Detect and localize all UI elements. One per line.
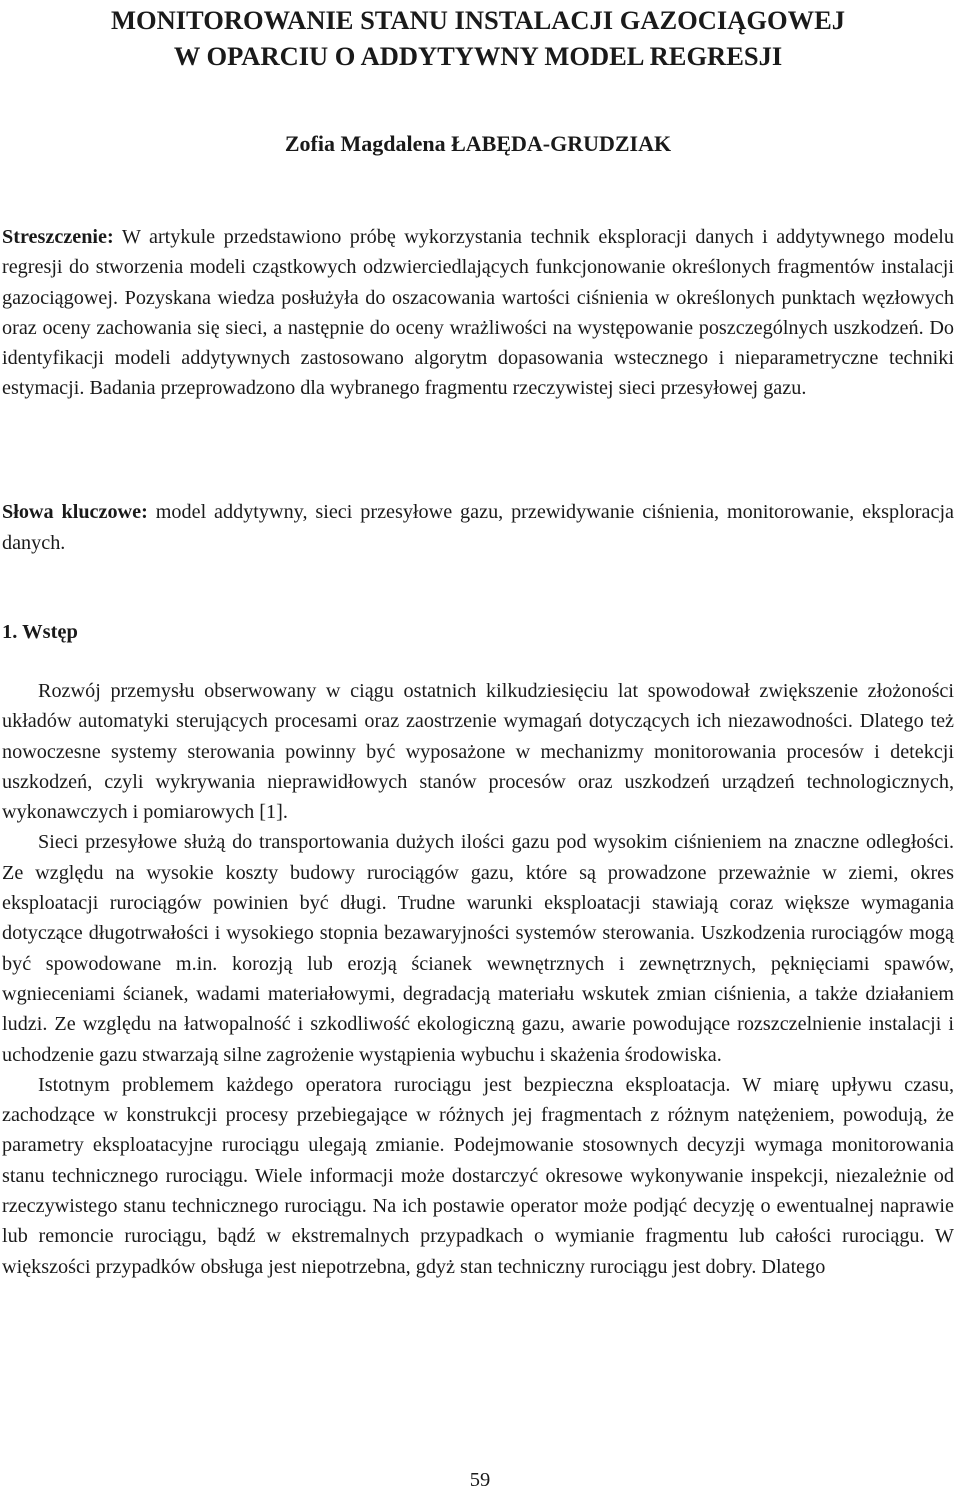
body-text: [2, 676, 954, 1282]
abstract-text: W artykule przedstawiono próbę wykorzystania technik eksploracji danych i addytywnego modelu regresji do stworzenia modeli cząstkowych odzwierciedlających funkcjonowanie określonych fragmentów instalacji gazociągowej. Pozyskana wiedza posłużyła do oszacowania wartości ciśnienia w określonych punktach węzłowych oraz oceny zachowania się sieci, a następnie do oceny wrażliwości na występowanie poszczególnych uszkodzeń. Do identyfikacji modeli addytywnych zastosowano algorytm dopasowania wstecznego i nieparametryczne techniki estymacji. Badania przeprowadzono dla wybranego fragmentu rzeczywistej sieci przesyłowej gazu.: [2, 226, 954, 400]
paper-title-line-1: MONITOROWANIE STANU INSTALACJI GAZOCIĄGOWEJ: [110, 5, 846, 35]
paragraph-3: Istotnym problemem każdego operatora rurociągu jest bezpieczna eksploatacja. W miarę upływu czasu, zachodzące w konstrukcji procesy przebiegające w różnych jej fragmentach z różnym natężeniem, powodują, że parametry eksploatacyjne rurociągu ulegają zmianie. Podejmowanie stosownych decyzji wymaga monitorowania stanu technicznego rurociągu. Wiele informacji może dostarczyć okresowe wykonywanie inspekcji, niezależnie od rzeczywistego stanu technicznego rurociągu. Na ich postawie operator może podjąć decyzję o ewentualnej naprawie lub remoncie rurociągu, bądź w ekstremalnych przypadkach o wymianie fragmentu lub całości rurociągu. W większości przypadków obsługa jest niepotrzebna, gdyż stan techniczny rurociągu jest dobry. Dlatego: [2, 1073, 954, 1278]
paragraph-1: Rozwój przemysłu obserwowany w ciągu ostatnich kilkudziesięciu lat spowodował zwiększenie złożoności układów automatyki sterujących procesami oraz zaostrzenie wymagań dotyczących ich niezawodności. Dlatego też nowoczesne systemy sterowania powinny być wyposażone w mechanizmy monitorowania procesów i detekcji uszkodzeń, czyli wykrywania nieprawidłowych stanów procesów oraz uszkodzeń urządzeń technologicznych, wykonawczych i pomiarowych [1].: [2, 680, 954, 824]
keywords: [2, 497, 954, 559]
paper-page: [2, 0, 955, 1278]
paper-title-line-2: W OPARCIU O ADDYTYWNY MODEL REGRESJI: [173, 41, 783, 71]
abstract-label: Streszczenie:: [2, 226, 114, 248]
paragraph-2: Sieci przesyłowe służą do transportowania dużych ilości gazu pod wysokim ciśnieniem na znaczne odległości. Ze względu na wysokie koszty budowy rurociągów gazu, które są prowadzone przeważnie w ziemi, okres eksploatacji rurociągów powinien być długi. Trudne warunki eksploatacji stawiają coraz większe wymagania dotyczące długotrwałości i wysokiego stopnia bezawaryjności systemów sterowania. Uszkodzenia rurociągów mogą być spowodowane m.in. korozją lub erozją ścianek wewnętrznych i zewnętrznych, pęknięciami spawów, wgnieceniami ścianek, wadami materiałowymi, degradacją materiału wskutek zmian ciśnienia, a także działaniem ludzi. Ze względu na łatwopalność i szkodliwość ekologiczną gazu, awarie powodujące rozszczelnienie instalacji i uchodzenie gazu stwarzają silne zagrożenie wystąpienia wybuchu i skażenia środowiska.: [2, 831, 954, 1066]
section-heading: 1. Wstęp: [2, 621, 78, 643]
paper-title: [2, 0, 954, 74]
keywords-label: Słowa kluczowe:: [2, 501, 148, 523]
author-name: Zofia Magdalena ŁABĘDA-GRUDZIAK: [284, 131, 672, 156]
abstract: [2, 222, 954, 404]
page-number: 59: [469, 1469, 491, 1491]
keywords-text: model addytywny, sieci przesyłowe gazu, przewidywanie ciśnienia, monitorowanie, eksploracja danych.: [2, 501, 955, 554]
